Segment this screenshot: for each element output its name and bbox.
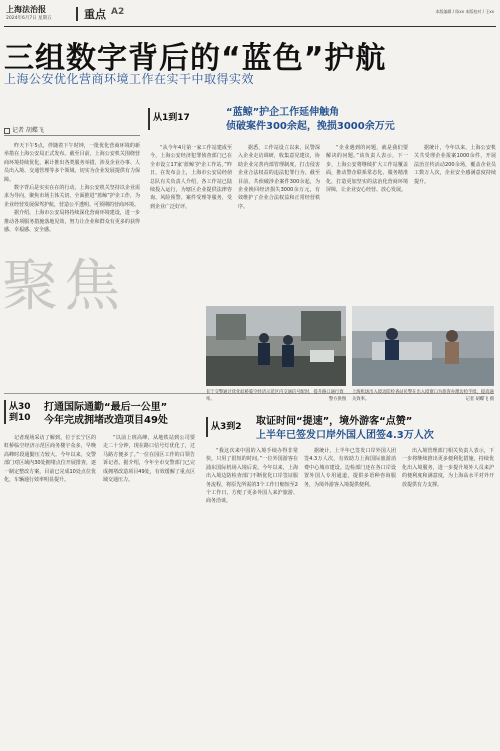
story2-column-1	[4, 434, 96, 749]
story3-paragraph: 据统计，上半年已签发口岸外国人团签4.3万人次，有效助力上海国际旅游消费中心城市建设。边检部门还在各口岸设置外国人专用通道，提供多语种咨询服务，为境外游客入境提供便利。	[304, 448, 396, 488]
story2-label-top: 从30	[9, 402, 31, 412]
story3-column-2	[304, 447, 396, 749]
story1-headline: “蓝鲸”护企工作延伸触角	[226, 107, 340, 118]
story2-column-2	[103, 434, 195, 749]
story3-label: 从3到2	[211, 422, 242, 432]
story1-column-2	[238, 144, 320, 302]
photo-credit: 警方供图	[328, 396, 346, 402]
story3-column-3	[402, 447, 494, 749]
intro-paragraph: 据介绍，上海市公安局将持续深化营商环境建设，进一步推动各项服务措施落地见效，努力让企业和群众有更多的获得感、幸福感、安全感。	[4, 210, 140, 234]
caption-text: 上海机场出入境边防检查站民警在出入境窗口为旅客办理边检手续，提高通关效率。	[352, 390, 494, 402]
story3-bar	[206, 417, 208, 437]
editor-credits: 本版编辑 / 陈xx 本版校对 / 王xx	[435, 9, 494, 14]
reporter-icon	[4, 128, 10, 134]
story2-subheadline: 今年完成拥堵改造项目49处	[44, 415, 168, 426]
story3-headline: 取证时间“提速”，境外游客“点赞”	[256, 416, 413, 427]
intro-paragraph: 数字背后是实实在在的行动。上海公安机关坚持以企业需求为导向，聚焦市场主体关切，全面推进“蓝鲸”护企工作，为企业经营发展保驾护航，营造公平透明、可预期的营商环境。	[4, 185, 140, 208]
newspaper-logo: 上海法治报	[6, 4, 46, 14]
story3-paragraph: 出入境管理部门相关负责人表示，下一步将继续推出更多便利化措施，持续优化出入境服务，进一步提升境外人员来沪的便利度和满意度，为上海高水平对外开放提供有力支撑。	[402, 448, 494, 488]
story1-column-3	[326, 144, 408, 302]
story2-headline: 打通国际通勤“最后一公里”	[44, 402, 168, 413]
photo-border-inspection	[352, 306, 494, 386]
photo-credit: 记者 胡蝶飞 摄	[465, 396, 494, 402]
story1-paragraph: “企业遇到的问题，就是我们要解决的问题。”该负责人表示，下一步，上海公安将继续扩大工作站覆盖面，推动警企联系常态化、服务精准化，打造更加坚实的法治化营商环境屏障，让企业安心经营、放心发展。	[326, 145, 408, 194]
main-subheadline: 上海公安优化营商环境工作在实干中取得实效	[4, 72, 255, 86]
story1-subheadline: 侦破案件300余起，挽损3000余万元	[226, 121, 395, 132]
story3-paragraph: “我这次来中国的入境手续办得非常快，只用了很短的时间。”一位外国游客在浦东国际机场入境后说。今年以来，上海出入境边防检查部门不断优化口岸签证服务流程，将原先所需的3个工作日缩短至2个工作日，方便了更多外国人来沪旅游、商务洽谈。	[206, 448, 298, 505]
story1-column-1	[150, 144, 232, 302]
photo-caption-right	[352, 390, 494, 403]
border-check-image	[352, 306, 494, 386]
story2-paragraph: 记者现场采访了解到，位于长宁区的虹桥临空经济示范区商务楼宇众多，早晚高峰时段通勤压力较大。今年以来，交警部门对区域内30处拥堵点位开展排查，逐一制定整改方案，目前已完成10处点位优化，车辆通行效率明显提升。	[4, 435, 96, 484]
page-number: A2	[111, 7, 125, 17]
byline-text: 记者 胡蝶飞	[12, 127, 44, 134]
story1-column-4	[414, 144, 496, 302]
story2-paragraph: “以前上班高峰，从地铁站到公司要走二十分钟，现在路口信号灯优化了，过马路方便多了。”一位在园区工作的白领告诉记者。据介绍，今年全市交警部门已完成拥堵改造项目49处，有效缓解了重点区域交通压力。	[103, 435, 195, 484]
photo-caption-left	[206, 390, 346, 403]
photo-traffic-officers	[206, 306, 346, 386]
story2-label	[9, 402, 31, 424]
story1-paragraph: 据悉，工作站设立以来，民警深入企业走访调研，收集意见建议，协助企业完善内部管理制度，打击侵害企业合法权益的违法犯罪行为。截至目前，共侦破涉企案件300余起，为企业挽回经济损失3000余万元，有效维护了企业合法权益和正常经营秩序。	[238, 145, 320, 210]
story3-subheadline: 上半年已签发口岸外国人团签4.3万人次	[256, 430, 434, 441]
story2-bar	[4, 400, 6, 424]
story1-paragraph: “从今年4月第一家工作站建成至今，上海公安经济犯罪侦查部门已在全市设立17家‘蓝鲸’护企工作站。”昨日，在发布会上，上海市公安局经侦总队有关负责人介绍，各工作站已陆续投入运行，为辖区企业提供法律咨询、风险预警、案件受理等服务，受到企业广泛好评。	[150, 145, 232, 210]
caption-text: 长宁交警通过优化虹桥临空经济示范区内交通信号配时，提升路口通行效率。	[206, 390, 344, 402]
intro-paragraph: 昨天下午5点，伴随着下午时钟，一批优化营商环境的新举措在上海公安局正式发布。截至目前，上海公安机关围绕营商环境持续优化，累计推出各类服务举措，涉及企业办事、人员出入境、交通管理等多个领域，切实为企业发展提供有力保障。	[4, 143, 140, 183]
story1-bar	[148, 108, 150, 130]
byline-rule	[4, 135, 140, 136]
main-headline: 三组数字背后的“蓝色”护航	[4, 41, 387, 76]
traffic-scene-image	[206, 306, 346, 386]
story1-label: 从1到17	[153, 113, 190, 123]
section-name: 重点	[84, 8, 106, 21]
story2-label-bottom: 到10	[9, 413, 31, 423]
byline	[4, 125, 44, 134]
story3-column-1	[206, 447, 298, 749]
story1-paragraph: 据统计，今年以来，上海公安机关共受理企业报案1000余件，开展法治宣传活动200余场，覆盖企业员工数万人次，企业安全感满意度持续提升。	[414, 145, 496, 185]
decorative-watermark: 聚焦	[2, 254, 126, 319]
section-divider	[76, 7, 78, 21]
masthead	[4, 3, 496, 27]
issue-date: 2024年6月7日 星期五	[6, 16, 52, 21]
